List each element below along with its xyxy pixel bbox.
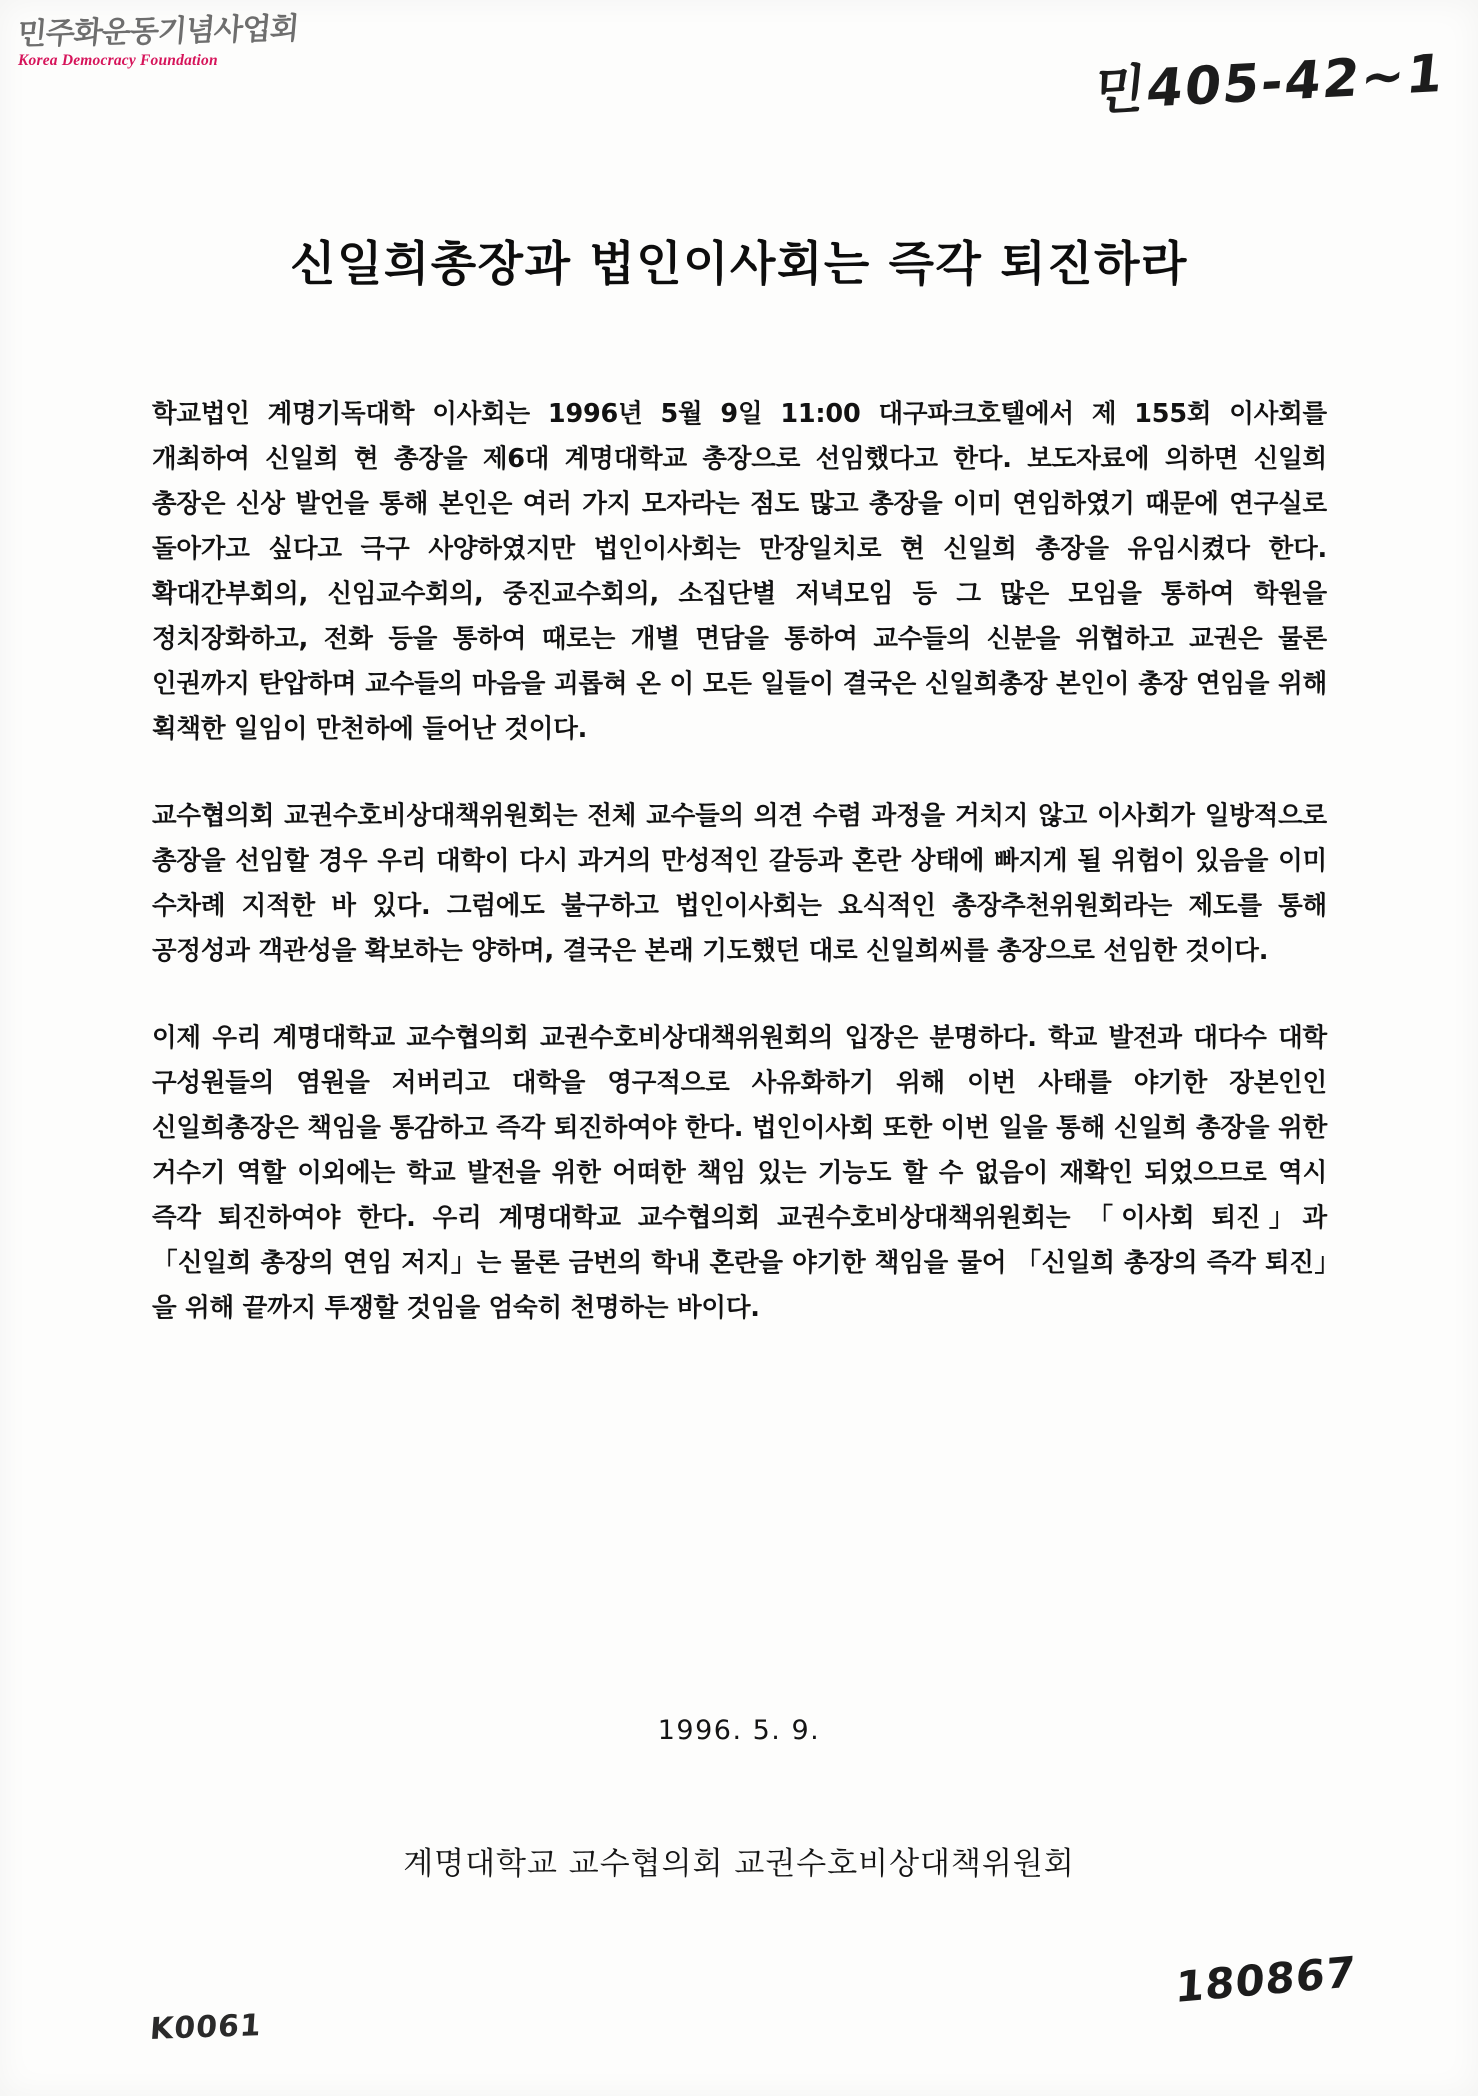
document-signature: 계명대학교 교수협의회 교권수호비상대책위원회 [403,1846,1075,1882]
document-date: 1996. 5. 9. [657,1715,821,1746]
body-paragraph: 교수협의회 교권수호비상대책위원회는 전체 교수들의 의견 수렴 과정을 거치지 않고 이사회가 일방적으로 총장을 선임할 경우 우리 대학이 다시 과거의 만성적인 갈등과 혼란 상태에 빠지게 될 위험이 있음을 이미 수차례 지적한 바 있다. 그럼에도 불구하고 법인이사회는 요식적인 총장추천위원회라는 제도를 통해 공정성과 객관성을 확보하는 양하며, 결국은 본래 기도했던 대로 신일희씨를 총장으로 선임한 것이다. [152,801,1327,966]
handwritten-catalog-code: K0061 [148,2007,263,2048]
body-paragraph: 학교법인 계명기독대학 이사회는 1996년 5월 9일 11:00 대구파크호텔에서 제 155회 이사회를 개최하여 신일희 현 총장을 제6대 계명대학교 총장으로 선임했다고 한다. 보도자료에 의하면 신일희 총장은 신상 발언을 통해 본인은 여러 가지 모자라는 점도 많고 총장을 이미 연임하였기 때문에 연구실로 돌아가고 싶다고 극구 사양하였지만 법인이사회는 만장일치로 현 신일희 총장을 유임시켰다 한다. 확대간부회의, 신임교수회의, 중진교수회의, 소집단별 저녁모임 등 그 많은 모임을 통하여 학원을 정치장화하고, 전화 등을 통하여 때로는 개별 면담을 통하여 교수들의 신분을 위협하고 교권은 물론 인권까지 탄압하며 교수들의 마음을 괴롭혀 온 이 모든 일들이 결국은 신일희총장 본인이 총장 연임을 위해 획책한 일임이 만천하에 들어난 것이다. [152,399,1327,744]
foundation-stamp-english-name: Korea Democracy Foundation [18,51,218,69]
body-paragraph: 이제 우리 계명대학교 교수협의회 교권수호비상대책위원회의 입장은 분명하다. 학교 발전과 대다수 대학 구성원들의 염원을 저버리고 대학을 영구적으로 사유화하기 위해 이번 사태를 야기한 장본인인 신일희총장은 책임을 통감하고 즉각 퇴진하여야 한다. 법인이사회 또한 이번 일을 통해 신일희 총장을 위한 거수기 역할 이외에는 학교 발전을 위한 어떠한 책임 있는 기능도 할 수 없음이 재확인 되었으므로 역시 즉각 퇴진하여야 한다. 우리 계명대학교 교수협의회 교권수호비상대책위원회는 「이사회 퇴진」과 「신일희 총장의 연임 저지」는 물론 금번의 학내 혼란을 야기한 책임을 물어 「신일희 총장의 즉각 퇴진」을 위해 끝까지 투쟁할 것임을 엄숙히 천명하는 바이다. [152,1023,1327,1323]
foundation-stamp-korean-name: 민주화운동기념사업회 [16,11,300,53]
document-body [152,392,1327,1331]
handwritten-archive-number: 180867 [1174,1946,1358,2013]
foundation-stamp [16,11,318,70]
handwritten-top-right-mark: 민405-42~1 [1091,43,1448,123]
document-title: 신일희총장과 법인이사회는 즉각 퇴진하라 [290,237,1188,293]
